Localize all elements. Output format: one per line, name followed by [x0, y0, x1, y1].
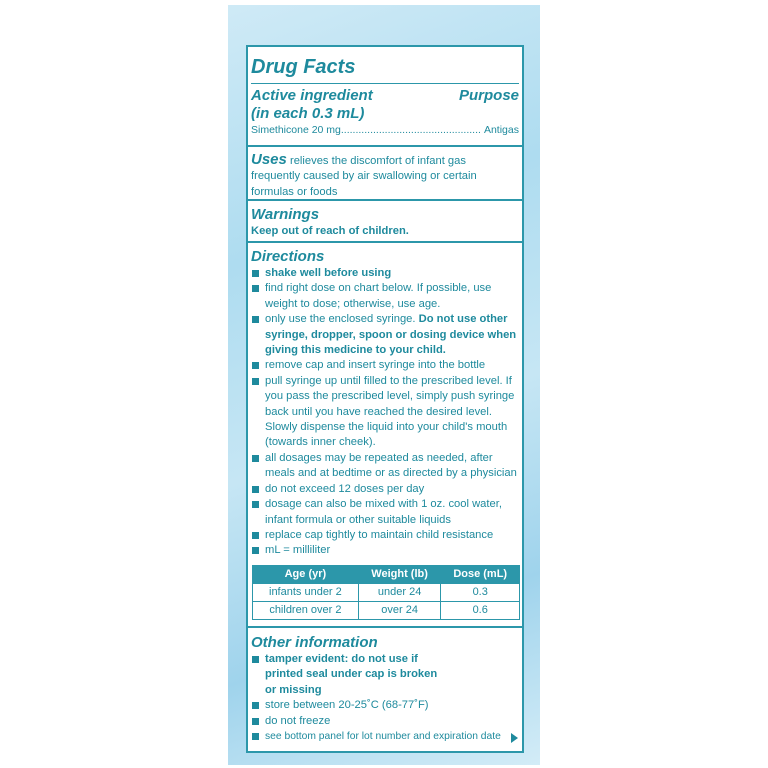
header-weight: Weight (lb): [358, 565, 441, 583]
active-ingredient-amount: (in each 0.3 mL): [251, 105, 365, 122]
direction-item: dosage can also be mixed with 1 oz. cool water, infant formula or other suitable liquids: [251, 497, 519, 528]
uses-text-2: frequently caused by air swallowing or certain: [251, 170, 477, 183]
ingredient-dots: ................................................: [340, 124, 481, 136]
other-item: [251, 652, 519, 698]
other-item: do not freeze: [251, 714, 519, 729]
cell-dose: 0.6: [441, 601, 520, 619]
warnings-heading: Warnings: [251, 206, 320, 223]
other-item-line: printed seal under cap is broken: [265, 668, 438, 681]
direction-item: remove cap and insert syringe into the bottle: [251, 358, 519, 373]
ingredient-name: Simethicone 20 mg: [251, 124, 341, 136]
other-item: store between 20-25˚C (68-77˚F): [251, 698, 519, 713]
table-row: [253, 601, 520, 619]
other-item: see bottom panel for lot number and expiration date: [251, 729, 519, 744]
other-item-line: tamper evident: do not use if: [265, 653, 418, 665]
direction-item: pull syringe up until filled to the prescribed level. If you pass the prescribed level, simply push syringe back until you have reached the desired level. Slowly dispense the liquid into your child's mouth (towards inner cheek).: [251, 374, 519, 451]
uses-heading: Uses: [251, 151, 287, 168]
cell-weight: over 24: [358, 601, 441, 619]
drug-facts-title: Drug Facts: [251, 56, 356, 78]
cell-age: infants under 2: [253, 583, 359, 601]
cell-dose: 0.3: [441, 583, 520, 601]
uses-text-1: relieves the discomfort of infant gas: [289, 155, 466, 167]
warnings-text: Keep out of reach of children.: [251, 225, 409, 237]
other-information-list: [251, 652, 519, 744]
direction-item: all dosages may be repeated as needed, after meals and at bedtime or as directed by a physician: [251, 451, 519, 482]
uses-text-3: formulas or foods: [251, 185, 338, 198]
drug-facts-panel: [246, 45, 524, 753]
title-rule: [251, 83, 519, 84]
header-dose: Dose (mL): [441, 565, 520, 583]
directions-section: [248, 243, 522, 628]
cell-age: children over 2: [253, 601, 359, 619]
other-information-heading: Other information: [251, 634, 378, 651]
purpose-heading: Purpose: [458, 87, 519, 104]
warnings-section: [248, 201, 522, 243]
dosage-table: [252, 565, 520, 620]
ingredient-line: [251, 123, 519, 138]
direction-plain: only use the enclosed syringe.: [265, 313, 416, 326]
other-item-line: or missing: [265, 683, 322, 696]
dosage-table-header: [253, 565, 520, 583]
direction-item: replace cap tightly to maintain child resistance: [251, 528, 519, 543]
direction-item: [251, 312, 519, 358]
direction-item: do not exceed 12 doses per day: [251, 482, 519, 497]
active-ingredient-heading: Active ingredient: [251, 87, 373, 104]
active-ingredient-section: [248, 47, 522, 147]
direction-bold: Do not use other syringe, dropper, spoon or dosing device when giving this medicine to your child.: [265, 313, 517, 357]
table-row: [253, 583, 520, 601]
label-background: [228, 5, 540, 765]
direction-item: shake well before using: [251, 266, 519, 281]
directions-heading: Directions: [251, 248, 325, 265]
uses-section: [248, 147, 522, 201]
continue-arrow-icon: [511, 733, 518, 743]
other-information-section: [248, 628, 522, 751]
directions-list: [251, 266, 519, 559]
ingredient-purpose: Antigas: [483, 124, 519, 136]
header-age: Age (yr): [253, 565, 359, 583]
cell-weight: under 24: [358, 583, 441, 601]
direction-item: mL = milliliter: [251, 543, 519, 558]
direction-item: find right dose on chart below. If possible, use weight to dose; otherwise, use age.: [251, 281, 519, 312]
